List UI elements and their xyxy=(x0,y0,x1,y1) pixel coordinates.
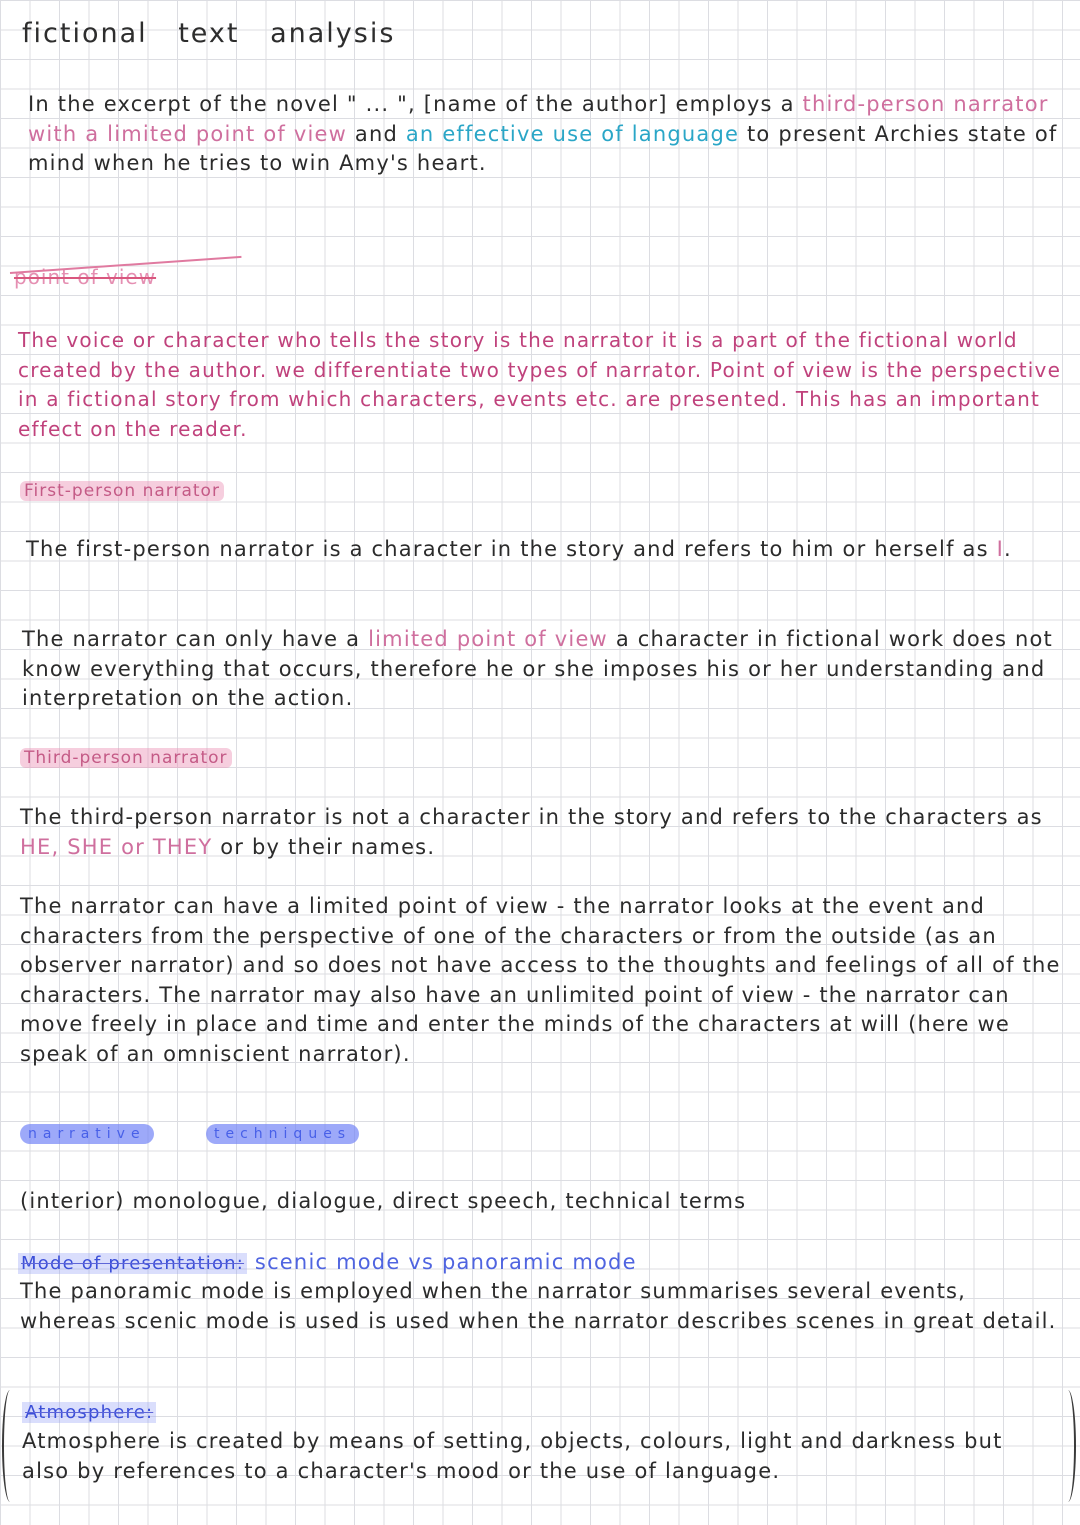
third-person-text: The third-person narrator is not a character in the story and refers to the characters as xyxy=(20,805,1043,829)
mode-line xyxy=(18,1248,1066,1279)
first-person-heading: First-person narrator xyxy=(20,481,224,501)
intro-text: In the excerpt of the novel " ... ", [name of the author] employs a xyxy=(28,92,803,116)
first-person-text: The first-person narrator is a character in the story and refers to him or herself as xyxy=(26,537,997,561)
atmosphere-label-line xyxy=(22,1397,1066,1428)
page-title: fictional text analysis xyxy=(22,18,396,49)
mode-paragraph: The panoramic mode is employed when the narrator summarises several events, whereas scenic mode is used is used when the narrator describes scenes in great detail. xyxy=(20,1279,1057,1333)
first-person-paragraph-2 xyxy=(22,625,1066,714)
first-person-limited-pov: limited point of view xyxy=(368,627,608,651)
left-bracket xyxy=(2,1390,18,1502)
third-person-paragraph-2: The narrator can have a limited point of view - the narrator looks at the event and characters from the perspective of one of the characters or from the outside (as an observer narrator) and so does not have access to the thoughts and feelings of all of the characters. The narrator may also have an unlimited point of view - the narrator can move freely in place and time and enter the minds of the characters at will (here we speak of an omniscient narrator). xyxy=(20,894,1061,1066)
techniques-heading-1: narrative xyxy=(20,1124,154,1144)
atmosphere-label: Atmosphere: xyxy=(22,1402,156,1423)
third-person-paragraph-1 xyxy=(20,803,1066,862)
techniques-heading-2: techniques xyxy=(206,1124,359,1144)
first-person-period: . xyxy=(1004,537,1012,561)
intro-text-and: and xyxy=(347,121,406,146)
intro-highlight-narrator: third-person narrator with a limited point of view xyxy=(28,92,1049,146)
pov-heading: point of view xyxy=(14,265,157,289)
first-person-p2-rest: a character in fictional work does not know everything that occurs, therefore he or she imposes his or her understanding and interpretation on the action. xyxy=(22,627,1053,710)
third-person-pronouns: HE, SHE or THEY xyxy=(20,834,213,859)
first-person-paragraph-1 xyxy=(26,535,1066,565)
intro-highlight-language: an effective use of language xyxy=(405,121,740,146)
mode-label: Mode of presentation: xyxy=(18,1253,247,1274)
third-person-heading: Third-person narrator xyxy=(20,748,232,768)
atmosphere-paragraph: Atmosphere is created by means of setting, objects, colours, light and darkness but also by references to a character's mood or the use of language. xyxy=(22,1429,1003,1483)
techniques-list: (interior) monologue, dialogue, direct speech, technical terms xyxy=(20,1189,747,1213)
intro-text-end: to present Archies state of mind when he tries to win Amy's heart. xyxy=(28,121,1058,175)
intro-paragraph xyxy=(28,90,1066,179)
pov-paragraph: The voice or character who tells the story is the narrator it is a part of the fictional world created by the author. we differentiate two types of narrator. Point of view is the perspective in a fictional story from which characters, events etc. are presented. This has an important effect on the reader. xyxy=(18,328,1062,441)
first-person-I: I xyxy=(996,537,1005,561)
first-person-p2-text: The narrator can only have a xyxy=(22,627,369,651)
mode-value: scenic mode vs panoramic mode xyxy=(247,1250,637,1274)
third-person-text-end: or by their names. xyxy=(212,834,436,859)
